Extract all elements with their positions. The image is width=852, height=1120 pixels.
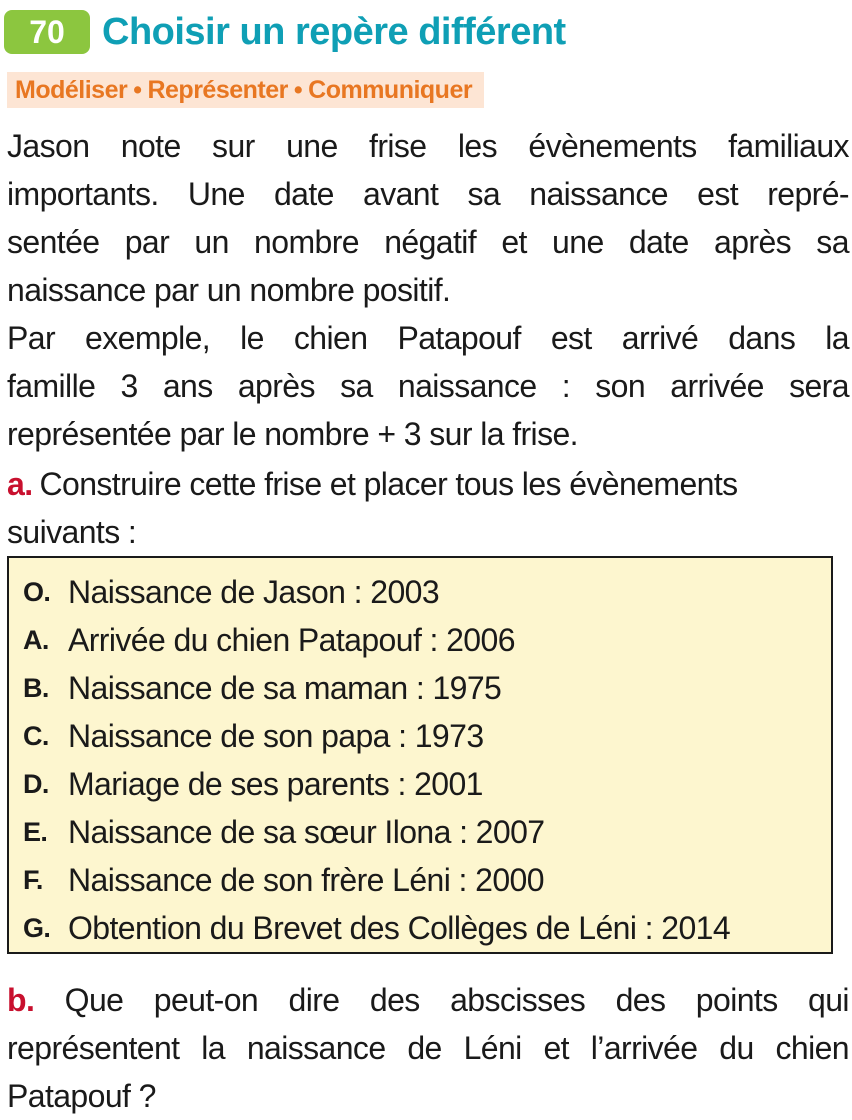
event-text: Arrivée du chien Patapouf : 2006 <box>68 621 515 658</box>
event-item <box>23 712 831 760</box>
word: sentée <box>7 224 100 260</box>
event-letter: D. <box>23 768 49 799</box>
word: avant <box>363 176 439 212</box>
word: Jason <box>7 128 90 164</box>
word: la <box>201 1030 226 1066</box>
word: qui <box>808 982 849 1018</box>
word: une <box>286 128 338 164</box>
word: dire <box>288 982 340 1018</box>
event-letter: B. <box>23 672 49 703</box>
word: arrivée <box>670 368 764 404</box>
question-b-line-2 <box>7 1024 849 1072</box>
word: naissance <box>246 1030 386 1066</box>
word: l’arrivée <box>590 1030 698 1066</box>
word: représentent <box>7 1030 180 1066</box>
skill-separator: • <box>293 75 303 104</box>
word: naissance <box>529 176 668 212</box>
event-text: Naissance de sa maman : 1975 <box>68 669 502 706</box>
question-b-line-3: Patapouf ? <box>7 1078 156 1114</box>
event-letter: O. <box>23 576 51 607</box>
skill-label: Communiquer <box>308 75 473 104</box>
word: est <box>550 320 592 356</box>
event-letter: A. <box>23 624 49 655</box>
word: : <box>561 368 571 404</box>
question-b <box>7 976 849 1120</box>
word: par <box>124 224 170 260</box>
intro-line <box>7 170 849 218</box>
exercise-title: Choisir un repère différent <box>102 10 566 53</box>
word: naissance <box>397 368 537 404</box>
question-a-text: Construire cette frise et placer tous les évènements <box>39 466 738 502</box>
word: sa <box>340 368 373 404</box>
word: une <box>552 224 604 260</box>
event-text: Naissance de son frère Léni : 2000 <box>68 861 544 898</box>
event-item <box>23 568 831 616</box>
word: après <box>237 368 315 404</box>
question-a-line-2: suivants : <box>7 514 137 550</box>
intro-line: naissance par un nombre positif. <box>7 272 451 308</box>
question-a-line-1 <box>7 460 849 508</box>
word: de <box>407 1030 442 1066</box>
event-letter: E. <box>23 816 48 847</box>
event-text: Obtention du Brevet des Collèges de Léni : 2014 <box>68 909 731 946</box>
intro-line: représentée par le nombre + 3 sur la frise. <box>7 416 578 452</box>
word: frise <box>369 128 427 164</box>
word: Une <box>187 176 245 212</box>
word: la <box>825 320 849 356</box>
skills-banner <box>7 72 484 108</box>
event-item <box>23 856 831 904</box>
word: 3 <box>120 368 138 404</box>
word: famille <box>7 368 96 404</box>
question-b-lead <box>7 976 34 1024</box>
word: sera <box>789 368 849 404</box>
question-a-label: a. <box>7 466 33 502</box>
word: Que <box>64 982 124 1018</box>
word: sa <box>467 176 501 212</box>
word: familiaux <box>728 128 849 164</box>
skill-label: Représenter <box>147 75 288 104</box>
word: sur <box>212 128 255 164</box>
word: des <box>369 982 420 1018</box>
event-item <box>23 808 831 856</box>
word: après <box>714 224 792 260</box>
intro-line <box>7 314 849 362</box>
word: son <box>595 368 646 404</box>
event-text: Naissance de sa sœur Ilona : 2007 <box>68 813 545 850</box>
event-text: Naissance de son papa : 1973 <box>68 717 484 754</box>
word: importants. <box>7 176 159 212</box>
word: nombre <box>254 224 359 260</box>
event-letter: G. <box>23 912 51 943</box>
question-b-label: b. <box>7 982 35 1018</box>
event-text: Naissance de Jason : 2003 <box>68 573 440 610</box>
word: abscisses <box>450 982 586 1018</box>
word: les <box>457 128 497 164</box>
event-letter: F. <box>23 864 43 895</box>
word: repré- <box>767 176 849 212</box>
word: points <box>695 982 778 1018</box>
events-box <box>7 556 833 954</box>
word: sa <box>816 224 849 260</box>
word: évènements <box>528 128 697 164</box>
question-b-line-1 <box>7 976 849 1024</box>
word: Patapouf <box>397 320 521 356</box>
event-item <box>23 664 831 712</box>
intro-line <box>7 122 849 170</box>
word: et <box>543 1030 569 1066</box>
word: date <box>273 176 334 212</box>
word: est <box>697 176 739 212</box>
event-letter: C. <box>23 720 49 751</box>
word: chien <box>293 320 368 356</box>
skill-label: Modéliser <box>15 75 128 104</box>
intro-line <box>7 362 849 410</box>
exercise-number-badge: 70 <box>4 10 90 54</box>
word: peut-on <box>153 982 259 1018</box>
word: un <box>194 224 229 260</box>
exercise-header <box>4 8 566 56</box>
word: des <box>615 982 666 1018</box>
word: chien <box>775 1030 849 1066</box>
skill-separator: • <box>133 75 142 104</box>
word: arrivé <box>621 320 699 356</box>
word: note <box>120 128 181 164</box>
event-item <box>23 904 831 952</box>
word: date <box>628 224 689 260</box>
word: le <box>240 320 264 356</box>
word: Par <box>7 320 55 356</box>
event-item <box>23 760 831 808</box>
word: ans <box>162 368 213 404</box>
word: dans <box>728 320 796 356</box>
question-a <box>7 460 849 556</box>
intro-line <box>7 218 849 266</box>
word: et <box>501 224 527 260</box>
event-text: Mariage de ses parents : 2001 <box>68 765 483 802</box>
event-item <box>23 616 831 664</box>
word: Léni <box>463 1030 522 1066</box>
word: du <box>719 1030 754 1066</box>
word: négatif <box>384 224 477 260</box>
intro-paragraph <box>7 122 849 458</box>
word: exemple, <box>85 320 211 356</box>
